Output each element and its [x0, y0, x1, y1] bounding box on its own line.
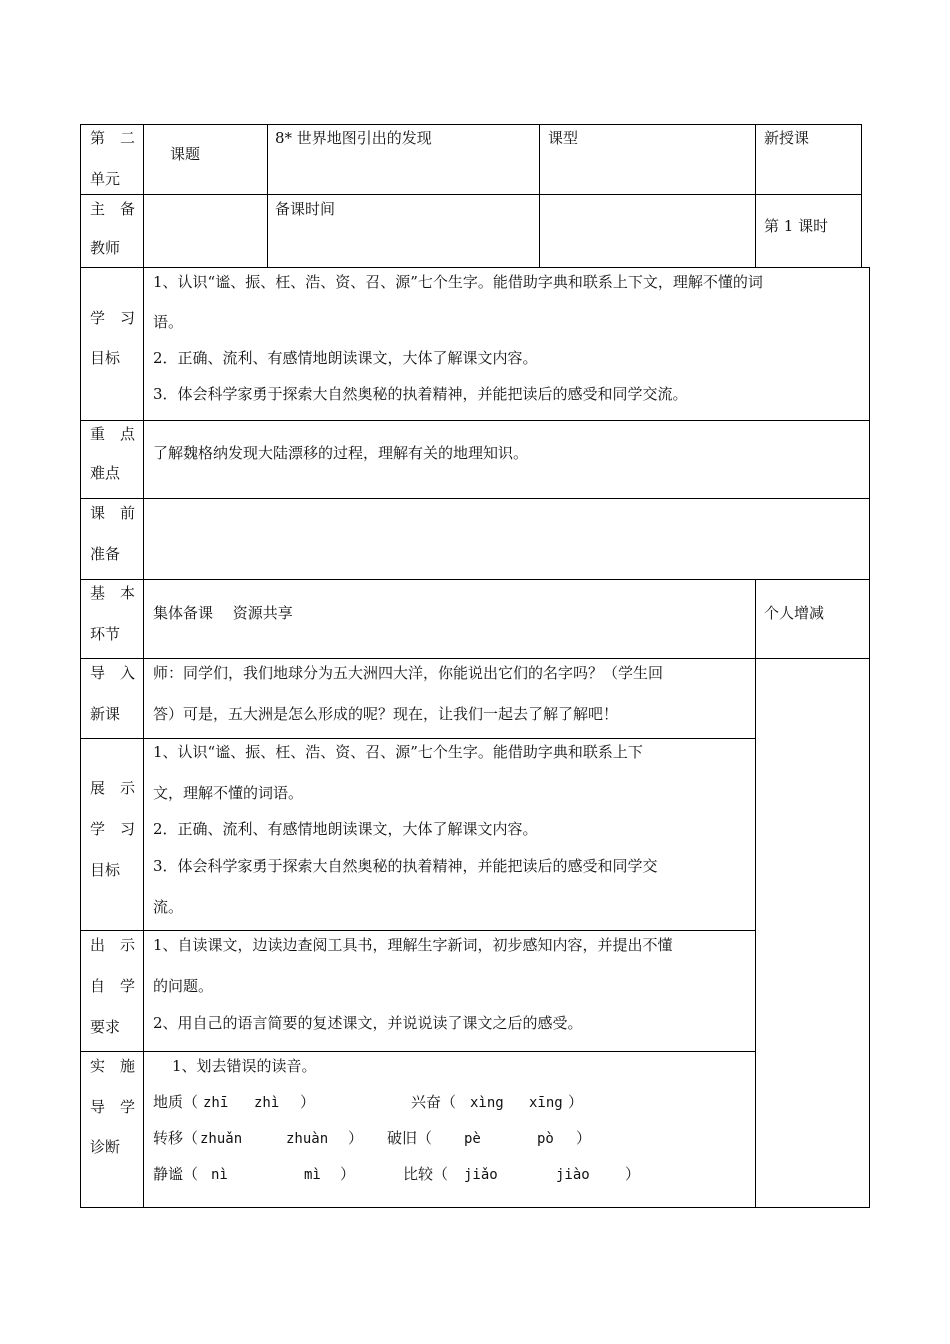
self-study-label: 出 示	[90, 936, 136, 954]
teacher-label: 主 备	[90, 200, 136, 218]
goals-label: 学 习	[90, 309, 136, 327]
collective-prep-heading: 集体备课 资源共享	[153, 604, 293, 622]
pinyin-option[interactable]: xīng	[529, 1095, 563, 1111]
steps-label: 环节	[90, 625, 121, 643]
preparation-label: 课 前	[90, 504, 136, 522]
rule	[755, 579, 756, 1208]
rule	[80, 930, 755, 931]
type-value: 新授课	[764, 129, 810, 147]
show-goals-label: 学 习	[90, 820, 136, 838]
goals-text: 1、认识“谧、振、枉、浩、资、召、源”七个生字。能借助字典和联系上下文，理解不懂的词	[153, 273, 763, 291]
rule	[861, 124, 862, 268]
show-goals-label: 目标	[90, 861, 121, 879]
pinyin-option[interactable]: mì	[304, 1167, 321, 1183]
rule	[755, 124, 756, 268]
rule	[80, 579, 870, 580]
rule	[80, 1207, 870, 1208]
rule	[80, 124, 862, 125]
pinyin-word: 地质（	[153, 1093, 199, 1111]
rule	[869, 267, 870, 1208]
preparation-label: 准备	[90, 545, 121, 563]
intro-text: 答）可是，五大洲是怎么形成的呢？现在，让我们一起去了解了解吧！	[153, 705, 619, 723]
rule	[80, 1051, 755, 1052]
show-goals-text: 文，理解不懂的词语。	[153, 784, 304, 802]
diagnosis-label: 诊断	[90, 1138, 121, 1156]
rule	[80, 658, 870, 659]
pinyin-word: 破旧（	[387, 1129, 433, 1147]
prep-time-label: 备课时间	[275, 200, 336, 218]
intro-text: 师：同学们，我们地球分为五大洲四大洋，你能说出它们的名字吗？（学生回	[153, 664, 664, 682]
rule	[539, 124, 540, 268]
show-goals-text: 流。	[153, 898, 184, 916]
rule	[80, 124, 81, 1208]
pinyin-close: ）	[348, 1129, 364, 1147]
pinyin-close: ）	[340, 1165, 356, 1183]
diagnosis-task: 1、划去错误的读音。	[172, 1057, 317, 1075]
self-study-label: 要求	[90, 1018, 121, 1036]
diagnosis-label: 导 学	[90, 1098, 136, 1116]
pinyin-option[interactable]: jiào	[556, 1167, 590, 1183]
intro-label: 新课	[90, 705, 121, 723]
rule	[80, 267, 870, 268]
pinyin-word: 静谧（	[153, 1165, 199, 1183]
period-value: 第 1 课时	[764, 217, 829, 235]
pinyin-word: 转移（	[153, 1129, 199, 1147]
pinyin-option[interactable]: nì	[211, 1167, 228, 1183]
rule	[80, 194, 862, 195]
pinyin-close: ）	[625, 1165, 641, 1183]
rule	[143, 124, 144, 1208]
self-study-text: 1、自读课文，边读边查阅工具书，理解生字新词，初步感知内容，并提出不懂	[153, 936, 673, 954]
pinyin-option[interactable]: pò	[537, 1131, 554, 1147]
rule	[80, 738, 755, 739]
diagnosis-label: 实 施	[90, 1057, 136, 1075]
teacher-label: 教师	[90, 239, 121, 257]
pinyin-option[interactable]: pè	[464, 1131, 481, 1147]
pinyin-word: 比较（	[403, 1165, 449, 1183]
intro-label: 导 入	[90, 664, 136, 682]
unit-label: 单元	[90, 170, 121, 188]
key-points-text: 了解魏格纳发现大陆漂移的过程，理解有关的地理知识。	[153, 444, 529, 462]
topic-value: 8* 世界地图引出的发现	[275, 129, 432, 147]
rule	[267, 124, 268, 268]
self-study-label: 自 学	[90, 977, 136, 995]
rule	[80, 498, 870, 499]
personal-adjust-heading: 个人增减	[764, 604, 825, 622]
goals-label: 目标	[90, 349, 121, 367]
goals-text: 3．体会科学家勇于探索大自然奥秘的执着精神，并能把读后的感受和同学交流。	[153, 385, 688, 403]
self-study-text: 2、用自己的语言简要的复述课文，并说说读了课文之后的感受。	[153, 1014, 583, 1032]
pinyin-close: ）	[568, 1093, 584, 1111]
pinyin-option[interactable]: zhì	[254, 1095, 280, 1111]
show-goals-text: 2．正确、流利、有感情地朗读课文，大体了解课文内容。	[153, 820, 538, 838]
unit-label: 第 二	[90, 129, 136, 147]
show-goals-text: 1、认识“谧、振、枉、浩、资、召、源”七个生字。能借助字典和联系上下	[153, 743, 643, 761]
pinyin-option[interactable]: zhī	[203, 1095, 229, 1111]
rule	[80, 420, 870, 421]
show-goals-text: 3．体会科学家勇于探索大自然奥秘的执着精神，并能把读后的感受和同学交	[153, 857, 658, 875]
pinyin-option[interactable]: zhuǎn	[200, 1131, 243, 1147]
steps-label: 基 本	[90, 584, 136, 602]
pinyin-option[interactable]: zhuàn	[286, 1131, 329, 1147]
pinyin-option[interactable]: xìng	[470, 1095, 504, 1111]
pinyin-option[interactable]: jiǎo	[464, 1167, 498, 1183]
type-label: 课型	[548, 129, 579, 147]
show-goals-label: 展 示	[90, 779, 136, 797]
pinyin-close: ）	[576, 1129, 592, 1147]
pinyin-word: 兴奋（	[411, 1093, 457, 1111]
key-points-label: 重 点	[90, 425, 136, 443]
goals-text: 2．正确、流利、有感情地朗读课文，大体了解课文内容。	[153, 349, 538, 367]
pinyin-close: ）	[300, 1093, 316, 1111]
topic-label: 课题	[170, 145, 201, 163]
goals-text: 语。	[153, 313, 184, 331]
self-study-text: 的问题。	[153, 977, 214, 995]
key-points-label: 难点	[90, 464, 121, 482]
